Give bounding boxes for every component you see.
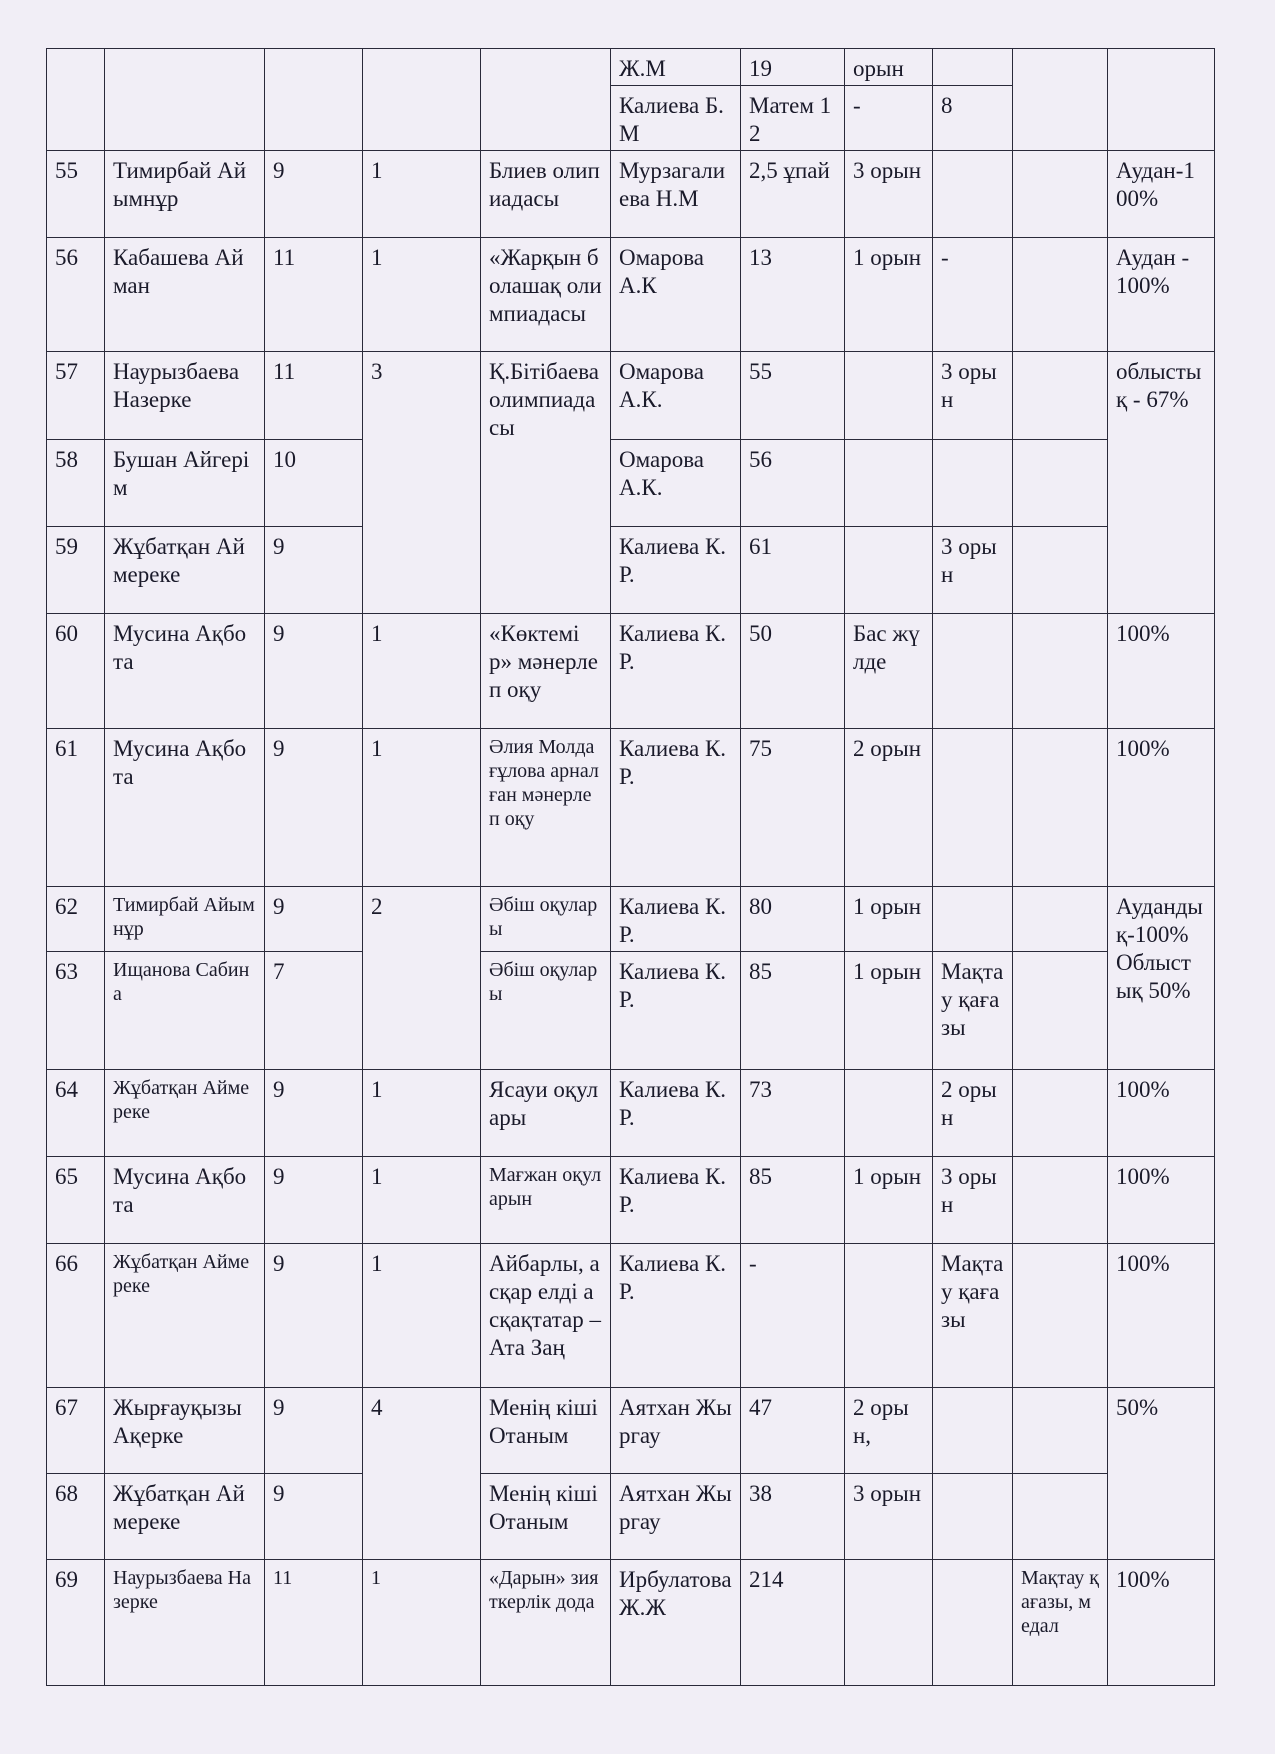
cell-event: Әлия Молдағұлова арналған мәнерлеп оқу <box>481 729 611 887</box>
cell-event: Айбарлы, асқар елді асқақтатар – Ата Заң <box>481 1244 611 1388</box>
cell-n: 62 <box>47 887 105 952</box>
table-row <box>47 49 1215 86</box>
cell-place2: 8 <box>933 86 1013 151</box>
cell-score: 19 <box>741 49 845 86</box>
cell-name: Ищанова Сабина <box>105 952 265 1070</box>
cell-place1 <box>845 527 933 614</box>
cell-name <box>105 49 265 151</box>
cell-place3 <box>1013 352 1108 440</box>
cell-n: 65 <box>47 1157 105 1244</box>
cell-place1: 2 орын, <box>845 1388 933 1474</box>
cell-grade: 9 <box>265 1474 363 1560</box>
cell-grade: 9 <box>265 614 363 729</box>
cell-place3 <box>1013 1244 1108 1388</box>
cell-place1: - <box>845 86 933 151</box>
table-row <box>47 887 1215 952</box>
cell-n: 57 <box>47 352 105 440</box>
cell-place3 <box>1013 440 1108 527</box>
cell-count: 1 <box>363 1070 481 1157</box>
cell-place3 <box>1013 887 1108 952</box>
table-row <box>47 352 1215 440</box>
cell-place3 <box>1013 49 1108 151</box>
cell-grade: 11 <box>265 238 363 352</box>
cell-count: 1 <box>363 729 481 887</box>
cell-score: 85 <box>741 1157 845 1244</box>
cell-count: 1 <box>363 238 481 352</box>
cell-place2: 3 орын <box>933 527 1013 614</box>
cell-score: 47 <box>741 1388 845 1474</box>
cell-score: 85 <box>741 952 845 1070</box>
table-row <box>47 729 1215 887</box>
cell-grade: 9 <box>265 1244 363 1388</box>
cell-place3 <box>1013 952 1108 1070</box>
cell-place1: 1 орын <box>845 887 933 952</box>
cell-name: Жұбатқан Аймереке <box>105 1070 265 1157</box>
cell-place2 <box>933 729 1013 887</box>
cell-n: 56 <box>47 238 105 352</box>
cell-result: 100% <box>1108 614 1215 729</box>
cell-place2: Мақтау қағазы <box>933 952 1013 1070</box>
table-row <box>47 1388 1215 1474</box>
cell-event: Блиев олипиадасы <box>481 151 611 238</box>
cell-event: Менің кіші Отаным <box>481 1474 611 1560</box>
cell-result <box>1108 49 1215 151</box>
cell-place3 <box>1013 1474 1108 1560</box>
cell-place2: 3 орын <box>933 1157 1013 1244</box>
cell-place1 <box>845 1560 933 1686</box>
cell-result: 50% <box>1108 1388 1215 1560</box>
cell-n: 64 <box>47 1070 105 1157</box>
cell-name: Наурызбаева Назерке <box>105 352 265 440</box>
cell-place1 <box>845 1070 933 1157</box>
cell-teacher: Омарова А.К <box>611 238 741 352</box>
table-row <box>47 1070 1215 1157</box>
cell-grade: 7 <box>265 952 363 1070</box>
cell-teacher: Ирбулатова Ж.Ж <box>611 1560 741 1686</box>
cell-teacher: Аятхан Жыргау <box>611 1388 741 1474</box>
cell-result: Аудан-100% <box>1108 151 1215 238</box>
cell-grade <box>265 49 363 151</box>
cell-name: Жұбатқан Аймереке <box>105 527 265 614</box>
cell-place1: 1 орын <box>845 1157 933 1244</box>
cell-count: 1 <box>363 151 481 238</box>
cell-place1: Бас жүлде <box>845 614 933 729</box>
cell-place1: 2 орын <box>845 729 933 887</box>
cell-score: 214 <box>741 1560 845 1686</box>
cell-place1: 3 орын <box>845 1474 933 1560</box>
cell-place2: - <box>933 238 1013 352</box>
cell-name: Мусина Ақбота <box>105 729 265 887</box>
cell-n: 63 <box>47 952 105 1070</box>
cell-place3 <box>1013 614 1108 729</box>
cell-count: 1 <box>363 614 481 729</box>
cell-teacher: Аятхан Жыргау <box>611 1474 741 1560</box>
table-row <box>47 1244 1215 1388</box>
cell-count: 1 <box>363 1560 481 1686</box>
cell-score: - <box>741 1244 845 1388</box>
cell-event: Қ.Бітібаева олимпиадасы <box>481 352 611 614</box>
cell-event: «Көктемір» мәнерлеп оқу <box>481 614 611 729</box>
cell-place2 <box>933 151 1013 238</box>
table-row <box>47 614 1215 729</box>
cell-grade: 9 <box>265 887 363 952</box>
results-table-page <box>46 48 1214 1686</box>
cell-place2 <box>933 1560 1013 1686</box>
cell-grade: 9 <box>265 729 363 887</box>
cell-teacher: Мурзагалиева Н.М <box>611 151 741 238</box>
cell-name: Тимирбай Айымнұр <box>105 151 265 238</box>
cell-grade: 11 <box>265 352 363 440</box>
cell-place3 <box>1013 1070 1108 1157</box>
cell-teacher: Омарова А.К. <box>611 440 741 527</box>
cell-event: Әбіш оқулары <box>481 952 611 1070</box>
cell-name: Мусина Ақбота <box>105 614 265 729</box>
cell-score: 55 <box>741 352 845 440</box>
cell-n: 60 <box>47 614 105 729</box>
cell-event: Ясауи оқулары <box>481 1070 611 1157</box>
cell-teacher: Калиева К.Р. <box>611 1157 741 1244</box>
cell-place3 <box>1013 729 1108 887</box>
cell-place3 <box>1013 527 1108 614</box>
cell-teacher: Калиева К.Р. <box>611 1244 741 1388</box>
table-row <box>47 151 1215 238</box>
cell-result: 100% <box>1108 1244 1215 1388</box>
cell-teacher: Калиева К.Р. <box>611 614 741 729</box>
cell-grade: 11 <box>265 1560 363 1686</box>
cell-event: Менің кіші Отаным <box>481 1388 611 1474</box>
cell-place3 <box>1013 1388 1108 1474</box>
cell-place2: Мақтау қағазы <box>933 1244 1013 1388</box>
cell-name: Жұбатқан Аймереке <box>105 1474 265 1560</box>
cell-teacher: Омарова А.К. <box>611 352 741 440</box>
cell-place1 <box>845 1244 933 1388</box>
cell-grade: 9 <box>265 151 363 238</box>
cell-score: 50 <box>741 614 845 729</box>
cell-score: 73 <box>741 1070 845 1157</box>
cell-place1: 3 орын <box>845 151 933 238</box>
cell-event <box>481 49 611 151</box>
cell-score: 13 <box>741 238 845 352</box>
olympiad-results-table <box>46 48 1215 1686</box>
table-row <box>47 1157 1215 1244</box>
cell-result: Аудан - 100% <box>1108 238 1215 352</box>
cell-place2 <box>933 49 1013 86</box>
cell-place2 <box>933 440 1013 527</box>
cell-score: 80 <box>741 887 845 952</box>
cell-score: 75 <box>741 729 845 887</box>
cell-n: 67 <box>47 1388 105 1474</box>
cell-place3 <box>1013 151 1108 238</box>
cell-teacher: Ж.М <box>611 49 741 86</box>
cell-grade: 9 <box>265 1388 363 1474</box>
cell-count: 1 <box>363 1157 481 1244</box>
cell-name: Бушан Айгерім <box>105 440 265 527</box>
cell-name: Жұбатқан Аймереке <box>105 1244 265 1388</box>
cell-count: 2 <box>363 887 481 1070</box>
cell-name: Жырғауқызы Ақерке <box>105 1388 265 1474</box>
table-row <box>47 952 1215 1070</box>
cell-count: 1 <box>363 1244 481 1388</box>
cell-n <box>47 49 105 151</box>
cell-name: Наурызбаева Назерке <box>105 1560 265 1686</box>
cell-place1: орын <box>845 49 933 86</box>
cell-n: 61 <box>47 729 105 887</box>
cell-teacher: Калиева К.Р. <box>611 527 741 614</box>
cell-teacher: Калиева К.Р. <box>611 952 741 1070</box>
cell-place3 <box>1013 1157 1108 1244</box>
cell-place2: 2 орын <box>933 1070 1013 1157</box>
cell-n: 58 <box>47 440 105 527</box>
cell-name: Кабашева Айман <box>105 238 265 352</box>
cell-name: Тимирбай Айымнұр <box>105 887 265 952</box>
cell-count: 3 <box>363 352 481 614</box>
table-row <box>47 527 1215 614</box>
cell-grade: 10 <box>265 440 363 527</box>
cell-place1: 1 орын <box>845 238 933 352</box>
cell-score: 56 <box>741 440 845 527</box>
cell-teacher: Калиева К.Р. <box>611 1070 741 1157</box>
cell-n: 68 <box>47 1474 105 1560</box>
cell-result: 100% <box>1108 1157 1215 1244</box>
cell-place1 <box>845 352 933 440</box>
cell-place1: 1 орын <box>845 952 933 1070</box>
cell-event: Мағжан оқуларын <box>481 1157 611 1244</box>
cell-grade: 9 <box>265 1157 363 1244</box>
cell-place2 <box>933 614 1013 729</box>
cell-event: «Дарын» зияткерлік дода <box>481 1560 611 1686</box>
cell-place1 <box>845 440 933 527</box>
cell-result: 100% <box>1108 729 1215 887</box>
cell-teacher: Калиева Б.М <box>611 86 741 151</box>
cell-score: 61 <box>741 527 845 614</box>
cell-n: 69 <box>47 1560 105 1686</box>
cell-n: 66 <box>47 1244 105 1388</box>
cell-teacher: Калиева К.Р. <box>611 729 741 887</box>
cell-grade: 9 <box>265 527 363 614</box>
cell-grade: 9 <box>265 1070 363 1157</box>
cell-score: 2,5 ұпай <box>741 151 845 238</box>
cell-place2: 3 орын <box>933 352 1013 440</box>
cell-place3 <box>1013 238 1108 352</box>
cell-n: 55 <box>47 151 105 238</box>
cell-event: Әбіш оқулары <box>481 887 611 952</box>
cell-n: 59 <box>47 527 105 614</box>
table-row <box>47 440 1215 527</box>
cell-score: 38 <box>741 1474 845 1560</box>
cell-score: Матем 12 <box>741 86 845 151</box>
cell-result: Аудандық-100% Облыстық 50% <box>1108 887 1215 1070</box>
cell-place3: Мақтау қағазы, медал <box>1013 1560 1108 1686</box>
cell-count <box>363 49 481 151</box>
cell-place2 <box>933 887 1013 952</box>
cell-result: 100% <box>1108 1070 1215 1157</box>
cell-place2 <box>933 1474 1013 1560</box>
cell-count: 4 <box>363 1388 481 1560</box>
cell-teacher: Калиева К.Р. <box>611 887 741 952</box>
cell-event: «Жарқын болашақ олимпиадасы <box>481 238 611 352</box>
table-row <box>47 1560 1215 1686</box>
table-row <box>47 238 1215 352</box>
table-row <box>47 1474 1215 1560</box>
cell-name: Мусина Ақбота <box>105 1157 265 1244</box>
cell-result: 100% <box>1108 1560 1215 1686</box>
cell-result: облыстық - 67% <box>1108 352 1215 614</box>
cell-place2 <box>933 1388 1013 1474</box>
